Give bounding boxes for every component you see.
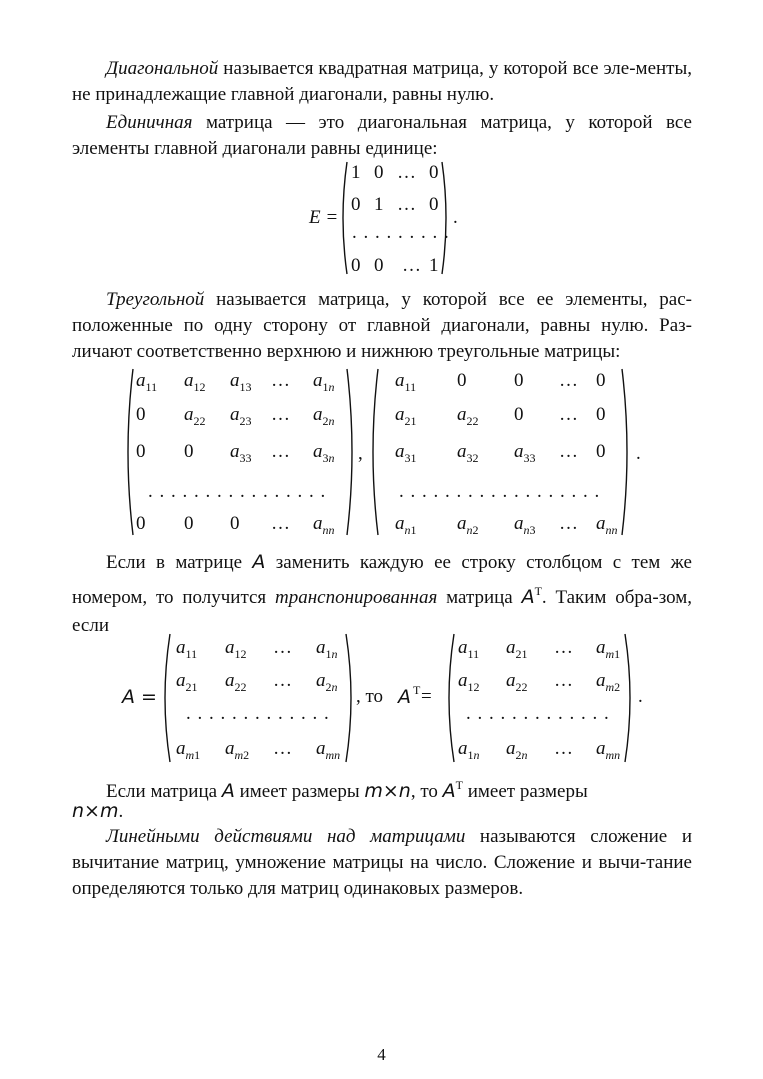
term-transposed: транспонированная [274, 587, 438, 608]
lower-cell: … [559, 370, 578, 391]
upper-cell: 0 [136, 441, 146, 462]
paragraph-linear-ops-text: называются сложение и вычитание матриц, умножение матрицы на число. Сложение и вычи-тание определяются только для матриц одинаковых размеров. [72, 826, 692, 899]
a-cell: … [273, 670, 292, 691]
page-number: 4 [377, 1045, 386, 1064]
paragraph-transpose-text: матрица [437, 587, 522, 608]
size-m-by-n: m×n [364, 780, 411, 802]
lower-cell: … [559, 513, 578, 534]
a-left-paren [158, 632, 172, 764]
upper-cell: … [271, 441, 290, 462]
identity-cell: 0 [351, 194, 361, 215]
paragraph-dimensions-text: Если матрица [106, 781, 222, 802]
at-cell: $a_{21}$ [506, 637, 528, 661]
paragraph-dimensions-text: . [118, 801, 124, 822]
at-cell: … [554, 670, 573, 691]
upper-cell: $a_{nn}$ [313, 513, 335, 537]
lower-cell: $a_{21}$ [395, 404, 417, 428]
identity-cell: … [397, 194, 416, 215]
upper-dots-row: . . . . . . . . . . . . . . . . [148, 481, 327, 502]
upper-cell: $a_{13}$ [230, 370, 252, 394]
a-cell: $a_{mn}$ [316, 738, 341, 762]
identity-lhs: E = [309, 207, 339, 228]
upper-separator: , [358, 443, 363, 464]
upper-cell: 0 [136, 404, 146, 425]
upper-cell: 0 [184, 513, 194, 534]
identity-right-paren [440, 160, 452, 276]
lower-cell: $a_{n1}$ [395, 513, 417, 537]
paragraph-diagonal [72, 56, 692, 108]
identity-left-paren [337, 160, 349, 276]
matrix-symbol-at: A [442, 780, 456, 802]
identity-end: . [453, 207, 458, 228]
lower-cell: … [559, 404, 578, 425]
at-cell: $a_{m2}$ [596, 670, 621, 694]
identity-cell: … [397, 162, 416, 183]
upper-cell: $a_{33}$ [230, 441, 252, 465]
at-cell: $a_{1n}$ [458, 738, 480, 762]
identity-cell: 1 [429, 255, 439, 276]
upper-cell: $a_{23}$ [230, 404, 252, 428]
lower-left-paren [366, 367, 380, 537]
upper-cell: $a_{2n}$ [313, 404, 335, 428]
paragraph-transpose [72, 548, 692, 640]
lower-cell: 0 [596, 370, 606, 391]
upper-left-paren [121, 367, 135, 537]
matrix-symbol-a: A [252, 551, 266, 573]
transpose-superscript: T [534, 584, 542, 598]
lower-cell: $a_{32}$ [457, 441, 479, 465]
lower-cell: 0 [514, 404, 524, 425]
at-cell: $a_{2n}$ [506, 738, 528, 762]
matrix-symbol-at: A [521, 586, 535, 608]
lower-cell: 0 [596, 441, 606, 462]
at-cell: $a_{11}$ [458, 637, 480, 661]
paragraph-transpose-text: . Таким обра-зом, если [72, 587, 692, 636]
paragraph-dimensions-text: , то [410, 781, 443, 802]
lower-cell: $a_{22}$ [457, 404, 479, 428]
matrix-symbol-a: A [221, 780, 235, 802]
identity-cell: 0 [374, 255, 384, 276]
upper-cell: … [271, 404, 290, 425]
term-triangular: Треугольной [106, 289, 205, 310]
a-cell: $a_{12}$ [225, 637, 247, 661]
lower-cell: $a_{33}$ [514, 441, 536, 465]
paragraph-diagonal-text: называется квадратная матрица, у которой все эле-менты, не принадлежащие главной диагонали, равны нулю. [72, 58, 692, 105]
term-identity: Единичная [106, 112, 193, 133]
upper-cell: $a_{22}$ [184, 404, 206, 428]
lower-cell: $a_{n3}$ [514, 513, 536, 537]
lower-cell: 0 [514, 370, 524, 391]
at-cell: $a_{12}$ [458, 670, 480, 694]
lower-cell: $a_{31}$ [395, 441, 417, 465]
transpose-eq: = [421, 686, 432, 707]
lower-dots-row: . . . . . . . . . . . . . . . . . . [399, 481, 601, 502]
at-dots-row: . . . . . . . . . . . . . [466, 703, 610, 724]
transpose-at-superscript: T [413, 683, 421, 697]
at-cell: $a_{mn}$ [596, 738, 621, 762]
identity-cell: 0 [429, 162, 439, 183]
a-cell: … [273, 738, 292, 759]
identity-dots-row: . . . . . . . . . [352, 222, 450, 243]
transpose-at: A [398, 686, 411, 708]
a-cell: $a_{2n}$ [316, 670, 338, 694]
paragraph-transpose-text: Если в матрице [106, 552, 253, 573]
a-cell: $a_{m1}$ [176, 738, 201, 762]
lower-cell: $a_{nn}$ [596, 513, 618, 537]
paragraph-dimensions-cont [72, 798, 692, 825]
identity-cell: … [402, 255, 421, 276]
lower-end: . [636, 443, 641, 464]
transpose-superscript: T [455, 778, 463, 792]
paragraph-triangular [72, 287, 692, 365]
a-cell: … [273, 637, 292, 658]
identity-cell: 1 [351, 162, 361, 183]
lower-cell: 0 [457, 370, 467, 391]
paragraph-dimensions-text: имеет размеры [234, 781, 365, 802]
a-cell: $a_{21}$ [176, 670, 198, 694]
lower-cell: $a_{n2}$ [457, 513, 479, 537]
upper-cell: … [271, 370, 290, 391]
identity-cell: 0 [351, 255, 361, 276]
upper-cell: … [271, 513, 290, 534]
identity-cell: 1 [374, 194, 384, 215]
upper-cell: $a_{12}$ [184, 370, 206, 394]
identity-cell: 0 [429, 194, 439, 215]
paragraph-identity [72, 110, 692, 162]
at-cell: $a_{m1}$ [596, 637, 621, 661]
at-cell: … [554, 738, 573, 759]
at-cell: … [554, 637, 573, 658]
at-left-paren [442, 632, 456, 764]
a-dots-row: . . . . . . . . . . . . . [186, 703, 330, 724]
upper-cell: $a_{1n}$ [313, 370, 335, 394]
paragraph-triangular-text: называется матрица, у которой все ее элементы, рас-положенные по одну сторону от главной диагонали, равны нулю. Раз-личают соответственно верхнюю и нижнюю треугольные матрицы: [72, 289, 692, 362]
size-n-by-m: n×m [72, 800, 119, 822]
paragraph-identity-text: матрица — это диагональная матрица, у которой все элементы главной диагонали равны единице: [72, 112, 692, 159]
paragraph-linear-ops [72, 824, 692, 902]
upper-cell: 0 [184, 441, 194, 462]
a-cell: $a_{1n}$ [316, 637, 338, 661]
at-cell: $a_{22}$ [506, 670, 528, 694]
term-linear-ops: Линейными действиями над матрицами [106, 826, 466, 847]
term-diagonal: Диагональной [106, 58, 219, 79]
identity-cell: 0 [374, 162, 384, 183]
upper-cell: 0 [230, 513, 240, 534]
upper-cell: $a_{3n}$ [313, 441, 335, 465]
upper-cell: 0 [136, 513, 146, 534]
lower-right-paren [620, 367, 634, 537]
at-right-paren [623, 632, 637, 764]
transpose-mid: , то [356, 686, 384, 707]
transpose-lhs: A = [122, 686, 157, 708]
lower-cell: $a_{11}$ [395, 370, 417, 394]
paragraph-transpose-text: заменить каждую ее строку столбцом с тем же номером, то получится [72, 552, 692, 608]
upper-right-paren [345, 367, 359, 537]
lower-cell: … [559, 441, 578, 462]
a-cell: $a_{22}$ [225, 670, 247, 694]
upper-cell: $a_{11}$ [136, 370, 158, 394]
lower-cell: 0 [596, 404, 606, 425]
paragraph-dimensions-text: имеет размеры [462, 781, 588, 802]
a-cell: $a_{11}$ [176, 637, 198, 661]
transpose-end: . [638, 686, 643, 707]
a-cell: $a_{m2}$ [225, 738, 250, 762]
